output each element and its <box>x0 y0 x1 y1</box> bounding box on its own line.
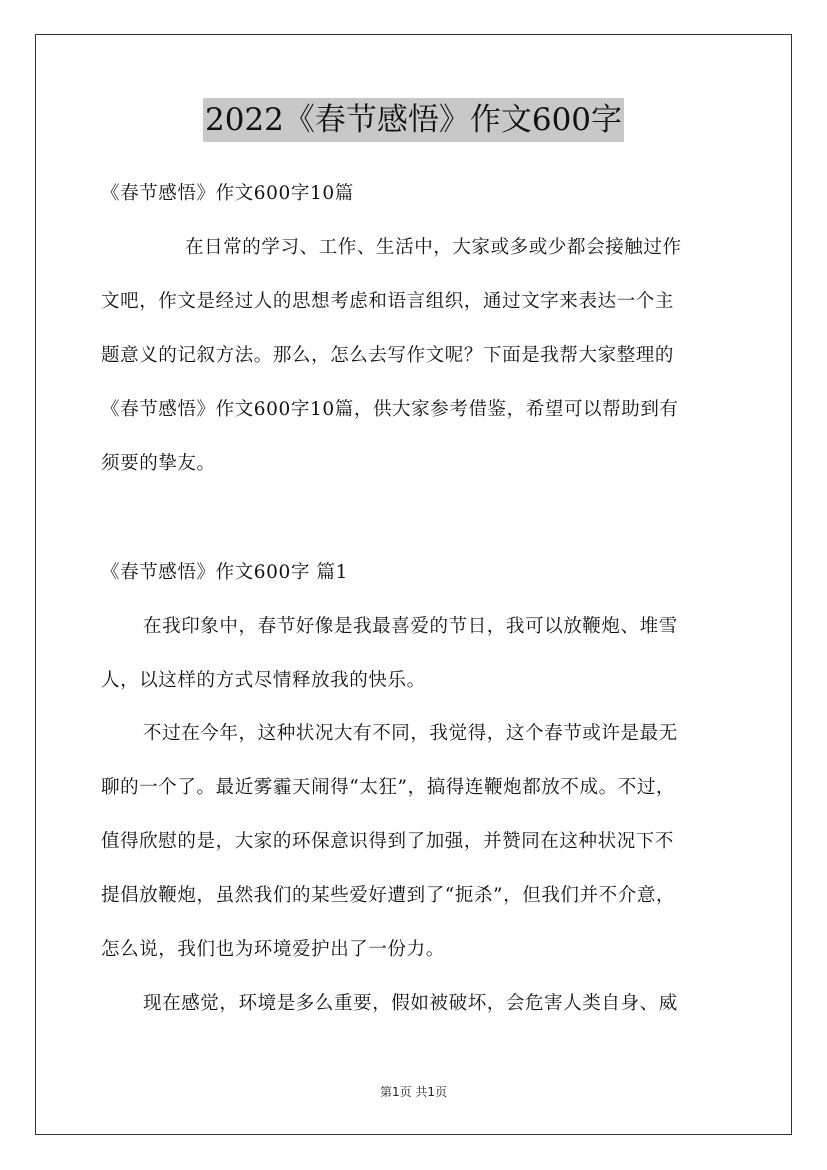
page-footer: 第1页 共1页 <box>379 1085 448 1099</box>
document-title: 2022《春节感悟》作文600字 <box>203 98 624 142</box>
body-line: 不过在今年，这种状况大有不同，我觉得，这个春节或许是最无 <box>143 723 678 744</box>
body-line: 人，以这样的方式尽情释放我的快乐。 <box>101 670 426 691</box>
body-line: 值得欣慰的是，大家的环保意识得到了加强，并赞同在这种状况下不 <box>101 831 675 852</box>
title-container <box>0 98 827 142</box>
intro-line: 《春节感悟》作文600字10篇，供大家参考借鉴，希望可以帮助到有 <box>101 399 679 420</box>
intro-line: 文吧，作文是经过人的思想考虑和语言组织，通过文字来表达一个主 <box>101 291 675 312</box>
body-line: 现在感觉，环境是多么重要，假如被破坏，会危害人类自身、威 <box>143 993 678 1014</box>
intro-line: 在日常的学习、工作、生活中，大家或多或少都会接触过作 <box>185 237 682 258</box>
body-line: 聊的一个了。最近雾霾天闹得“太狂”，搞得连鞭炮都放不成。不过， <box>101 777 676 798</box>
intro-line: 须要的挚友。 <box>101 453 216 474</box>
section-heading: 《春节感悟》作文600字 篇1 <box>101 562 348 583</box>
body-line: 怎么说，我们也为环境爱护出了一份力。 <box>101 939 445 960</box>
intro-line: 题意义的记叙方法。那么，怎么去写作文呢？下面是我帮大家整理的 <box>101 345 675 366</box>
body-line: 在我印象中，春节好像是我最喜爱的节日，我可以放鞭炮、堆雪 <box>143 616 678 637</box>
body-line: 提倡放鞭炮，虽然我们的某些爱好遭到了“扼杀”，但我们并不介意， <box>101 885 676 906</box>
document-subtitle: 《春节感悟》作文600字10篇 <box>101 183 354 204</box>
